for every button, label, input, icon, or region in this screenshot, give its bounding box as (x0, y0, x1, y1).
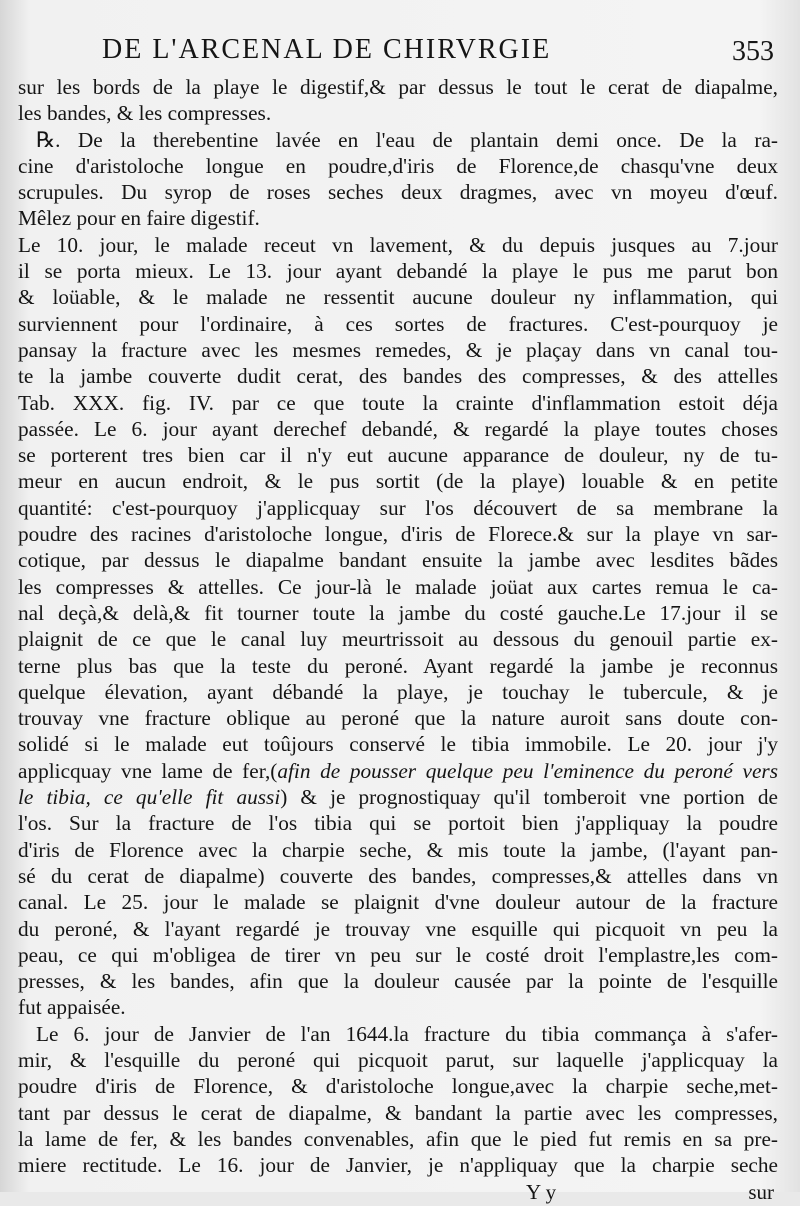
text-line: nal deçà,& delà,& fit tourner toute la jambe du costé gauche.Le 17.jour il se (18, 600, 778, 625)
text-line: il se porta mieux. Le 13. jour ayant debandé la playe le pus me parut bon (18, 259, 778, 284)
text-line: Mêlez pour en faire digestif. (18, 206, 260, 231)
text-line: Le 10. jour, le malade receut vn lavement, & du depuis jusques au 7.jour (18, 232, 778, 257)
text-line: se porterent tres bien car il n'y eut aucune apparance de douleur, ny de tu- (18, 443, 778, 468)
text-line: presses, & les bandes, afin que la douleur causée par la pointe de l'esquille (18, 969, 778, 994)
text-line: Le 6. jour de Janvier de l'an 1644.la fracture du tibia commança à s'afer- (36, 1021, 778, 1046)
page-footer (18, 1178, 778, 1206)
text-line: sur les bords de la playe le digestif,& par dessus le tout le cerat de diapalme, (18, 75, 778, 99)
signature-mark: Y y (526, 1180, 557, 1205)
text-line: quelque élevation, ayant débandé la playe, je touchay le tubercule, & je (18, 679, 778, 704)
text-line: meur en aucun endroit, & le pus sortit (de la playe) louable & en petite (18, 469, 778, 494)
text-line: cotique, par dessus le diapalme bandant ensuite la jambe avec lesdites bãdes (18, 548, 778, 573)
text-line: miere rectitude. Le 16. jour de Janvier, je n'appliquay que la charpie seche (18, 1153, 778, 1178)
page-header (18, 30, 778, 74)
running-title: DE L'ARCENAL DE CHIRVRGIE (102, 34, 552, 65)
text-line: les compresses & attelles. Ce jour-là le malade joüat aux cartes remua le ca- (18, 574, 778, 599)
text-line: pansay la fracture avec les mesmes remedes, & je plaçay dans vn canal tou- (18, 337, 778, 362)
text-line: & loüable, & le malade ne ressentit aucune douleur ny inflammation, qui (18, 285, 778, 310)
text-line: Tab. XXX. fig. IV. par ce que toute la crainte d'inflammation estoit déja (18, 390, 778, 415)
page-number: 353 (732, 36, 774, 67)
text-line: solidé si le malade eut toûjours conservé le tibia immobile. Le 20. jour j'y (18, 732, 778, 757)
text-line: l'os. Sur la fracture de l'os tibia qui se portoit bien j'appliquay la poudre (18, 811, 778, 836)
body-text (18, 74, 778, 1178)
text-line: plaignit de ce que le canal luy meurtrissoit au dessous du genouil partie ex- (18, 627, 778, 652)
text-line: sé du cerat de diapalme) couverte des bandes, compresses,& attelles dans vn (18, 863, 778, 888)
text-line: canal. Le 25. jour le malade se plaignit d'vne douleur autour de la fracture (18, 890, 778, 915)
text-line: scrupules. Du syrop de roses seches deux dragmes, avec vn moyeu d'œuf. (18, 180, 778, 205)
text-line: mir, & l'esquille du peroné qui picquoit parut, sur laquelle j'applicquay la (18, 1047, 778, 1072)
catchword: sur (748, 1180, 774, 1205)
text-line: tant par dessus le cerat de diapalme, & bandant la partie avec les compresses, (18, 1100, 778, 1125)
text-line: ℞. De la therebentine lavée en l'eau de plantain demi once. De la ra- (36, 127, 778, 152)
text-line: poudre des racines d'aristoloche longue, d'iris de Florece.& sur la playe vn sar- (18, 522, 778, 547)
text-line: la lame de fer, & les bandes convenables, afin que le pied fut remis en sa pre- (18, 1126, 778, 1151)
text-line: d'iris de Florence avec la charpie seche, & mis toute la jambe, (l'ayant pan- (18, 837, 778, 862)
text-line: les bandes, & les compresses. (18, 101, 272, 126)
text-line: passée. Le 6. jour ayant derechef debandé, & regardé la playe toutes choses (18, 416, 778, 441)
text-line: poudre d'iris de Florence, & d'aristoloche longue,avec la charpie seche,met- (18, 1074, 778, 1099)
text-line: peau, ce qui m'obligea de tirer vn peu sur le costé droit l'emplastre,les com- (18, 942, 778, 967)
text-line: le tibia, ce qu'elle fit aussi) & je prognostiquay qu'il tomberoit vne portion de (18, 785, 778, 810)
text-line: trouvay vne fracture oblique au peroné que la nature auroit sans doute con- (18, 706, 778, 731)
text-line: fut appaisée. (18, 995, 126, 1020)
text-line: terne plus bas que la teste du peroné. Ayant regardé la jambe je reconnus (18, 653, 778, 678)
text-line: du peroné, & l'ayant regardé je trouvay vne esquille qui picquoit vn peu la (18, 916, 778, 941)
text-line: te la jambe couverte dudit cerat, des bandes des compresses, & des attelles (18, 364, 778, 389)
text-line: quantité: c'est-pourquoy j'applicquay sur l'os découvert de sa membrane la (18, 495, 778, 520)
text-line: cine d'aristoloche longue en poudre,d'iris de Florence,de chasqu'vne deux (18, 153, 778, 178)
text-line: surviennent pour l'ordinaire, à ces sortes de fractures. C'est-pourquoy je (18, 311, 778, 336)
text-line: applicquay vne lame de fer,(afin de pousser quelque peu l'eminence du peroné vers (18, 758, 778, 783)
